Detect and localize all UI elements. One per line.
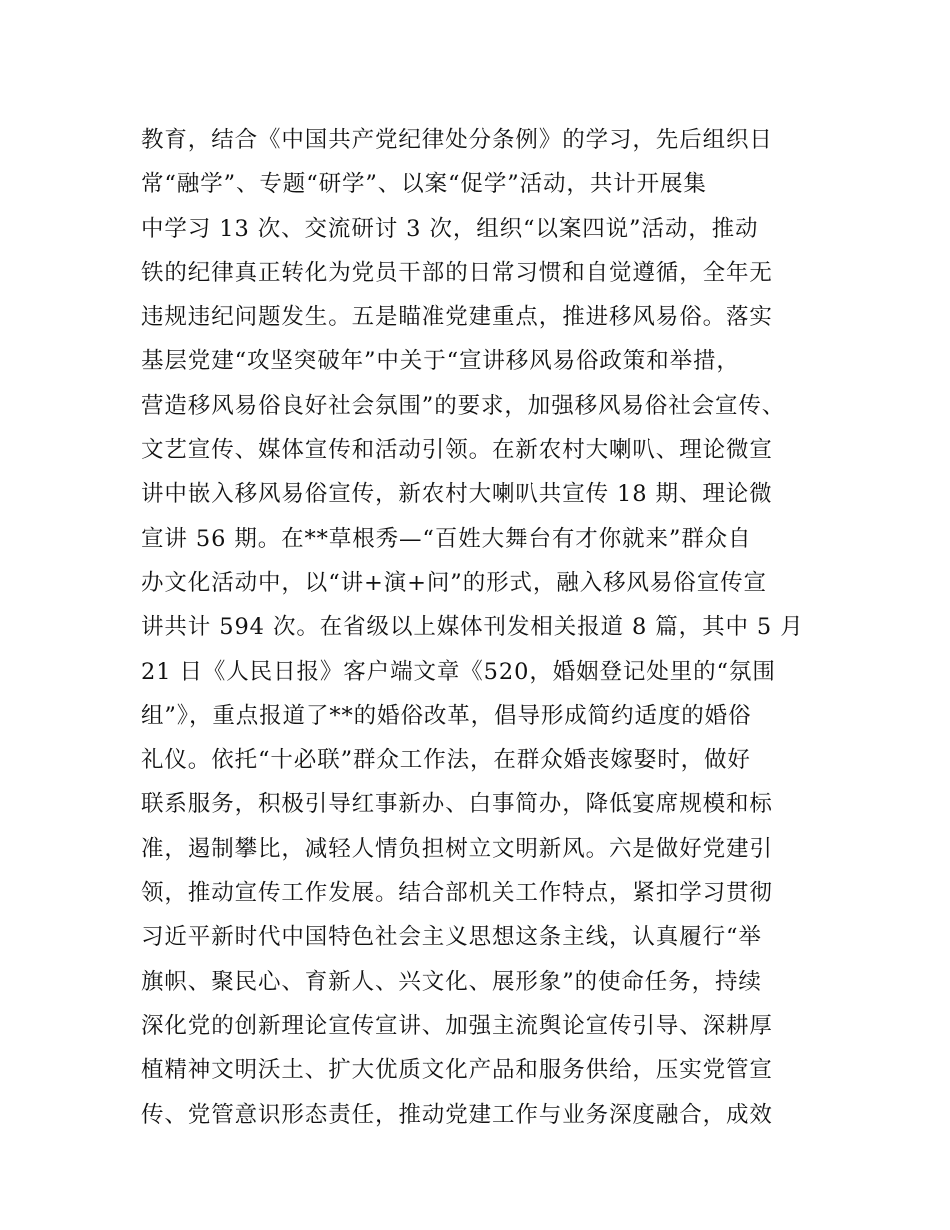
text-line: 旗帜、聚民心、育新人、兴文化、展形象”的使命任务，持续 xyxy=(141,968,762,995)
text-line: 营造移风易俗良好社会氛围”的要求，加强移风易俗社会宣传、 xyxy=(141,392,786,419)
text-line: 违规违纪问题发生。五是瞄准党建重点，推进移风易俗。落实 xyxy=(141,304,773,331)
text-line: 讲共计 594 次。在省级以上媒体刊发相关报道 8 篇，其中 5 月 xyxy=(141,614,804,641)
text-line: 常“融学”、专题“研学”、以案“促学”活动，共计开展集 xyxy=(141,171,707,198)
text-line: 植精神文明沃土、扩大优质文化产品和服务供给，压实党管宣 xyxy=(141,1057,773,1084)
text-line: 组”》，重点报道了**的婚俗改革，倡导形成简约适度的婚俗 xyxy=(141,702,752,729)
text-line: 联系服务，积极引导红事新办、白事简办，降低宴席规模和标 xyxy=(141,791,773,818)
text-line: 深化党的创新理论宣传宣讲、加强主流舆论宣传引导、深耕厚 xyxy=(141,1012,773,1039)
text-line: 领，推动宣传工作发展。结合部机关工作特点，紧扣学习贯彻 xyxy=(141,880,773,907)
text-line: 传、党管意识形态责任，推动党建工作与业务深度融合，成效 xyxy=(141,1101,773,1128)
text-line: 文艺宣传、媒体宣传和活动引领。在新农村大喇叭、理论微宣 xyxy=(141,437,773,464)
text-line: 教育，结合《中国共产党纪律处分条例》的学习，先后组织日 xyxy=(141,127,773,153)
body-text xyxy=(141,118,831,1137)
text-line: 准，遏制攀比，减轻人情负担树立文明新风。六是做好党建引 xyxy=(141,835,773,862)
text-line: 讲中嵌入移风易俗宣传，新农村大喇叭共宣传 18 期、理论微 xyxy=(141,481,773,508)
text-line: 礼仪。依托“十必联”群众工作法，在群众婚丧嫁娶时，做好 xyxy=(141,747,751,774)
text-line: 铁的纪律真正转化为党员干部的日常习惯和自觉遵循，全年无 xyxy=(141,259,773,286)
text-line: 宣讲 56 期。在**草根秀—“百姓大舞台有才你就来”群众自 xyxy=(141,525,752,552)
text-line: 21 日《人民日报》客户端文章《520，婚姻登记处里的“氛围 xyxy=(141,658,776,685)
text-line: 习近平新时代中国特色社会主义思想这条主线，认真履行“举 xyxy=(141,924,762,951)
text-line: 办文化活动中，以“讲+演+问”的形式，融入移风易俗宣传宣 xyxy=(141,569,767,596)
text-line: 中学习 13 次、交流研讨 3 次，组织“以案四说”活动，推动 xyxy=(141,215,759,242)
text-line: 基层党建“攻坚突破年”中关于“宣讲移风易俗政策和举措， xyxy=(141,348,740,375)
